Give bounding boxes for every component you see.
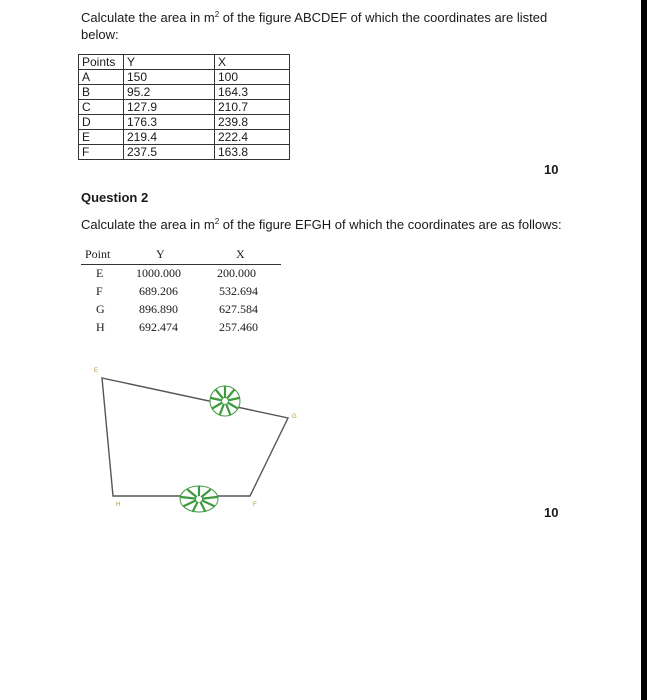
x-cell: 532.694 [219,284,258,298]
y-cell: 237.5 [124,145,215,160]
label-g: G [292,414,297,420]
header-y: Y [156,247,165,261]
x-cell: 257.460 [219,320,258,334]
y-cell: 692.474 [139,320,178,334]
x-cell: 627.584 [219,302,258,316]
y-cell: 896.890 [139,302,178,316]
x-cell: 239.8 [215,115,290,130]
header-x: X [236,247,245,261]
tree-icon [210,386,240,416]
question2-marks: 10 [544,505,559,520]
y-cell: 127.9 [124,100,215,115]
x-cell: 164.3 [215,85,290,100]
point-cell: C [79,100,124,115]
label-f: F [253,502,257,508]
point-cell: H [96,320,105,334]
x-cell: 222.4 [215,130,290,145]
y-cell: 689.206 [139,284,178,298]
label-e: E [94,368,99,374]
point-cell: D [79,115,124,130]
question1-text: Calculate the area in $m^2$ of the figure ABCDEF of which the coordinates are listed below: [81,10,548,42]
header-point: Point [85,247,111,261]
y-cell: 219.4 [124,130,215,145]
label-h: H [116,502,121,508]
point-cell: E [79,130,124,145]
question2-text: Calculate the area in $m^2$ of the figure EFGH of which the coordinates are as follows: [81,217,562,232]
x-cell: 210.7 [215,100,290,115]
point-cell: G [96,302,105,316]
y-cell: 176.3 [124,115,215,130]
point-cell: F [96,284,103,298]
point-cell: B [79,85,124,100]
x-cell: 163.8 [215,145,290,160]
y-cell: 150 [124,70,215,85]
quadrilateral-efgh [102,378,288,496]
question2-heading: Question 2 [81,190,149,205]
point-cell: A [79,70,124,85]
header-points: Points [79,55,124,70]
y-cell: 1000.000 [136,266,181,280]
tree-icon [180,486,218,512]
point-cell: F [79,145,124,160]
x-cell: 100 [215,70,290,85]
y-cell: 95.2 [124,85,215,100]
header-y: Y [124,55,215,70]
question1-marks: 10 [544,162,559,177]
header-x: X [215,55,290,70]
point-cell: E [96,266,104,280]
x-cell: 200.000 [217,266,256,280]
